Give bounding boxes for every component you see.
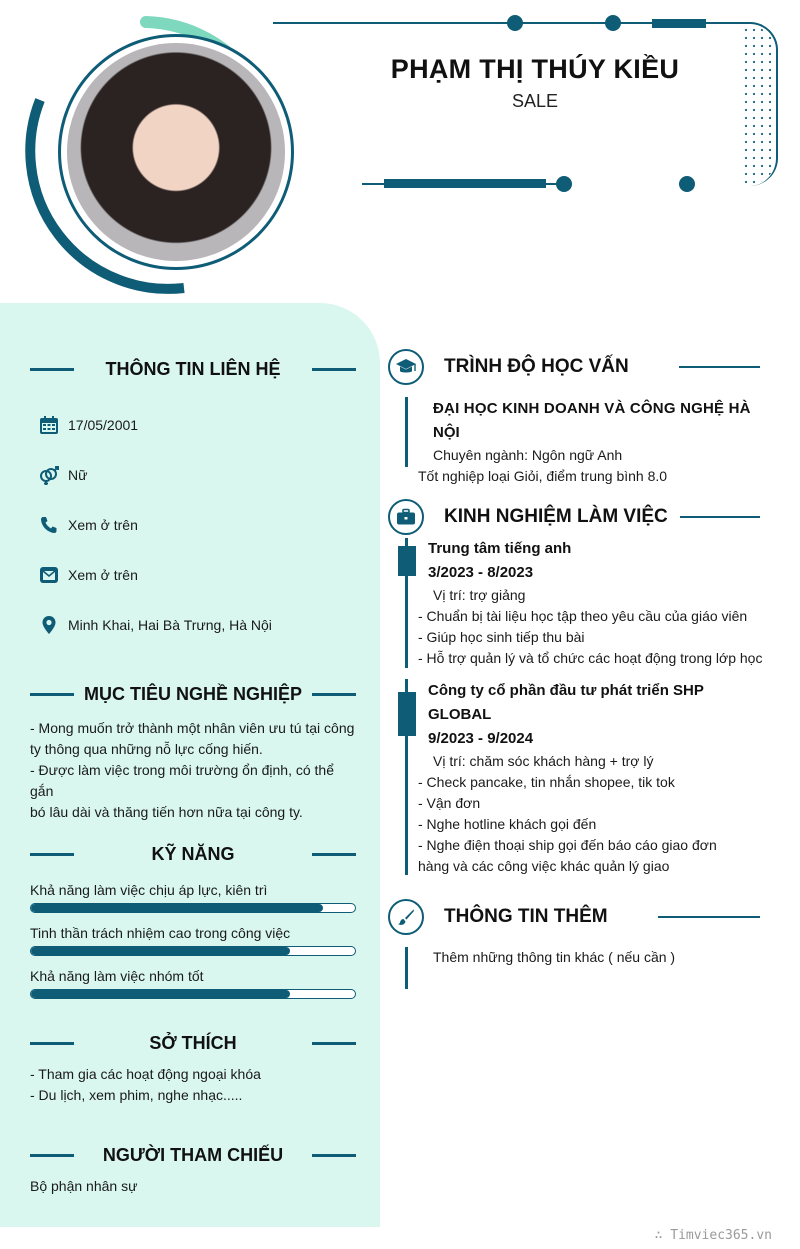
calendar-icon <box>38 414 60 436</box>
header-dots-pattern <box>742 26 776 184</box>
contact-address: Minh Khai, Hai Bà Trưng, Hà Nội <box>38 613 272 637</box>
briefcase-icon <box>388 499 424 535</box>
contact-phone: Xem ở trên <box>38 513 138 537</box>
skill-label: Khả năng làm việc nhóm tốt <box>30 968 204 984</box>
job-company: Công ty cổ phần đầu tư phát triển SHP GLOBAL <box>428 682 704 723</box>
email-icon <box>38 564 60 586</box>
skill-bar <box>30 946 356 956</box>
header-dot <box>605 15 621 31</box>
skill-bar-fill <box>31 904 323 912</box>
education-section-title: TRÌNH ĐỘ HỌC VẤN <box>388 349 760 385</box>
contact-email: Xem ở trên <box>38 563 138 587</box>
experience-marker <box>398 692 416 736</box>
additional-timeline <box>405 947 408 989</box>
profile-photo <box>58 34 294 270</box>
brush-icon <box>388 899 424 935</box>
experience-section-title: KINH NGHIỆM LÀM VIỆC <box>388 499 760 535</box>
watermark: ∴ Timviec365.vn <box>654 1228 772 1243</box>
education-result: Tốt nghiệp loại Giỏi, điểm trung bình 8.0 <box>418 468 668 484</box>
skill-label: Khả năng làm việc chịu áp lực, kiên trì <box>30 882 268 898</box>
contact-birthday: 17/05/2001 <box>38 413 138 437</box>
objective-text: - Mong muốn trở thành một nhân viên ưu tú tại công ty thông qua những nỗ lực cống hiến. - Được làm việc trong môi trường ổn định, có thể gắn bó lâu dài và thăng tiến hơn nữa tại công ty. <box>30 720 355 820</box>
reference-text: Bộ phận nhân sự <box>30 1178 138 1194</box>
additional-text: Thêm những thông tin khác ( nếu cần ) <box>433 949 676 965</box>
additional-section-title: THÔNG TIN THÊM <box>388 899 760 935</box>
experience-marker <box>398 546 416 576</box>
reference-section-title: NGƯỜI THAM CHIẾU <box>30 1143 356 1167</box>
contact-section-title: THÔNG TIN LIÊN HỆ <box>30 357 356 381</box>
job-duties: - Check pancake, tin nhắn shopee, tik tok - Vận đơn - Nghe hotline khách gọi đến - Nghe điện thoại ship gọi đến báo cáo giao đơn hàng và các công việc khác quản lý giao <box>418 774 717 874</box>
skills-section-title: KỸ NĂNG <box>30 842 356 866</box>
job-company: Trung tâm tiếng anh <box>428 540 572 557</box>
graduation-cap-icon <box>388 349 424 385</box>
skill-bar-fill <box>31 947 290 955</box>
phone-icon <box>38 514 60 536</box>
objective-section-title: MỤC TIÊU NGHỀ NGHIỆP <box>30 682 356 706</box>
header-bar <box>384 179 546 188</box>
education-major: Chuyên ngành: Ngôn ngữ Anh <box>433 447 623 463</box>
header-dot <box>679 176 695 192</box>
skill-bar <box>30 903 356 913</box>
education-school: ĐẠI HỌC KINH DOANH VÀ CÔNG NGHỆ HÀ NỘI <box>433 400 751 441</box>
location-icon <box>38 614 60 636</box>
skill-bar <box>30 989 356 999</box>
job-position: Vị trí: chăm sóc khách hàng + trợ lý <box>433 753 654 769</box>
skill-label: Tinh thần trách nhiệm cao trong công việc <box>30 925 291 941</box>
profile-photo-image <box>67 43 285 261</box>
hobbies-text: - Tham gia các hoạt động ngoại khóa - Du lịch, xem phim, nghe nhạc..... <box>30 1066 261 1103</box>
skill-bar-fill <box>31 990 290 998</box>
header-dot <box>507 15 523 31</box>
contact-gender: Nữ <box>38 463 87 487</box>
education-timeline <box>405 397 408 467</box>
job-period: 3/2023 - 8/2023 <box>428 564 534 581</box>
gender-icon <box>38 464 60 486</box>
job-position: Vị trí: trợ giảng <box>433 587 526 603</box>
job-period: 9/2023 - 9/2024 <box>428 730 534 747</box>
hobbies-section-title: SỞ THÍCH <box>30 1031 356 1055</box>
candidate-role: SALE <box>511 91 559 111</box>
job-duties: - Chuẩn bị tài liệu học tập theo yêu cầu của giáo viên - Giúp học sinh tiếp thu bài - Hỗ trợ quản lý và tổ chức các hoạt động trong lớp học <box>418 608 763 666</box>
candidate-name: PHẠM THỊ THÚY KIỀU <box>390 54 680 84</box>
header-bar <box>362 183 384 185</box>
header-dot <box>556 176 572 192</box>
avatar <box>18 14 308 304</box>
header-bar <box>652 19 706 28</box>
